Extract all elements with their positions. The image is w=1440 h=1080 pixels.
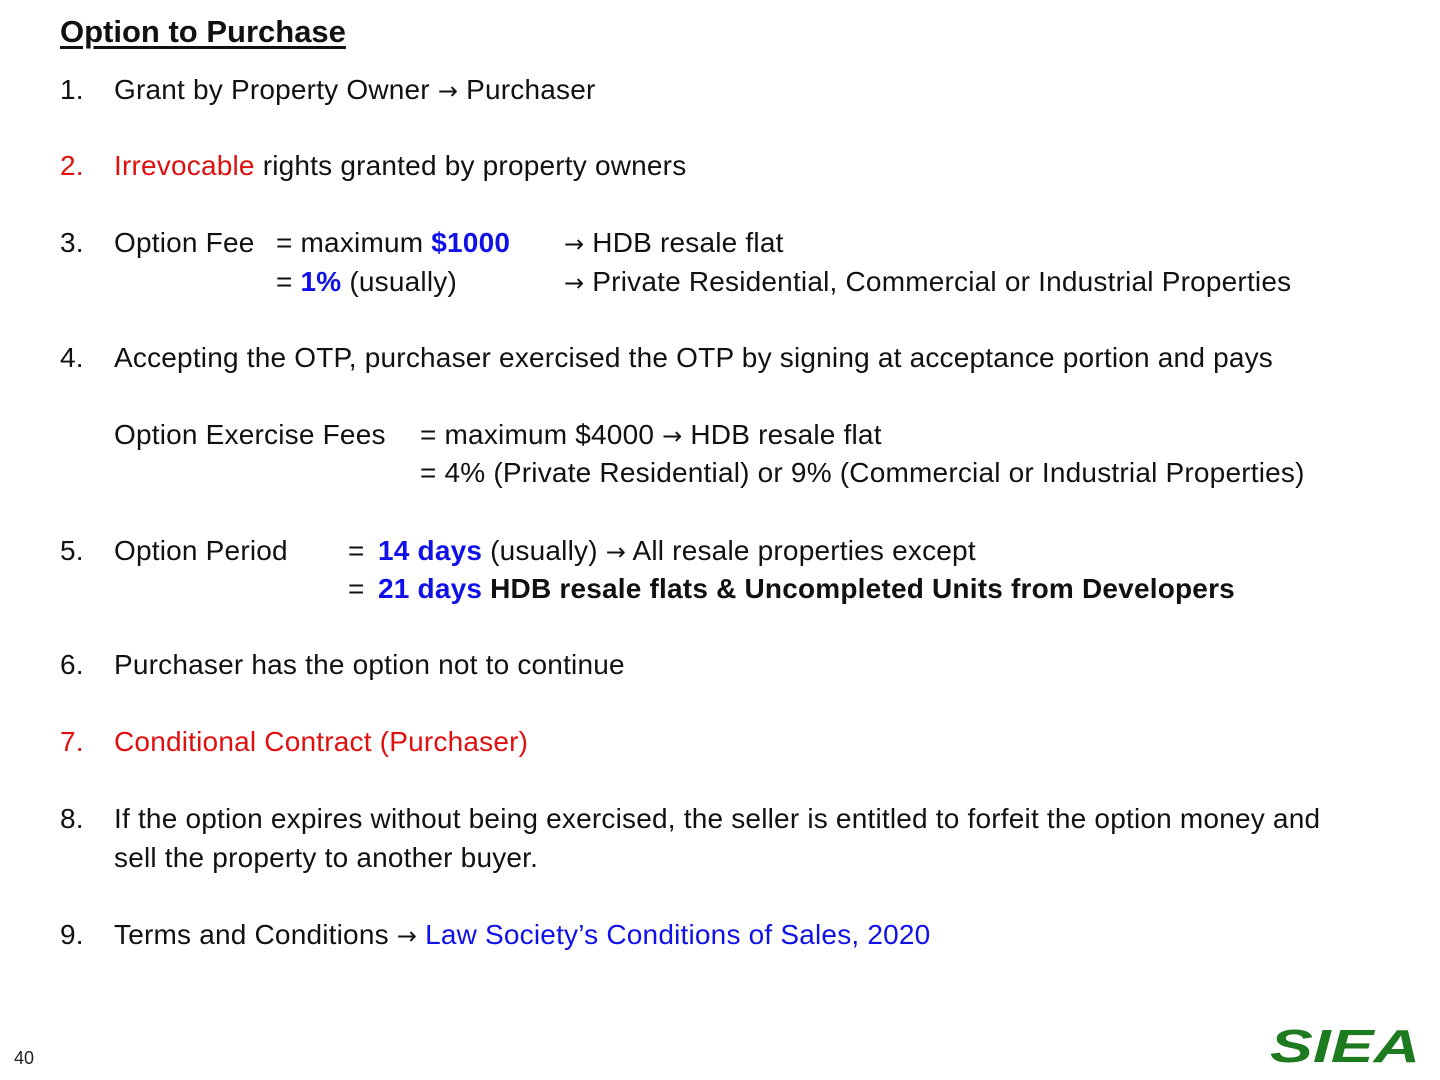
option-fee-max-value: $1000 — [431, 227, 511, 258]
option-period-21-days: 21 days — [378, 573, 483, 604]
option-fee-line-2 — [276, 264, 457, 300]
arrow-right-icon: → — [662, 422, 683, 450]
item-1-object: Purchaser — [466, 74, 596, 105]
law-society-reference: Law Society’s Conditions of Sales, 2020 — [425, 919, 931, 950]
item-2-text — [114, 148, 686, 184]
item-7-number: 7. — [60, 726, 84, 757]
item-4-text: Accepting the OTP, purchaser exercised the OTP by signing at acceptance portion and pays — [114, 342, 1274, 373]
item-1-text — [114, 72, 596, 109]
item-3-number: 3. — [60, 227, 84, 258]
siea-logo — [1266, 1020, 1426, 1068]
item-7-text: Conditional Contract (Purchaser) — [114, 726, 529, 757]
item-9-label: Terms and Conditions — [114, 919, 389, 950]
item-5-number: 5. — [60, 535, 84, 566]
item-9-text — [114, 917, 930, 954]
option-period-usually: (usually) — [482, 535, 598, 566]
arrow-right-icon: → — [396, 922, 418, 950]
option-period-hdb-desc: HDB resale flats & Uncompleted Units from Developers — [490, 573, 1235, 604]
item-2-rest: rights granted by property owners — [254, 150, 687, 181]
item-2-number: 2. — [60, 150, 84, 181]
option-fee-private-desc: Private Residential, Commercial or Industrial Properties — [592, 266, 1292, 297]
option-period-eq-2: = — [348, 573, 365, 604]
option-fee-hdb — [564, 225, 784, 262]
option-fee-hdb-desc: HDB resale flat — [592, 227, 784, 258]
arrow-right-icon: → — [564, 230, 585, 258]
arrow-right-icon: → — [605, 538, 627, 566]
option-exercise-max: = maximum $4000 — [420, 419, 655, 450]
option-period-all-resale: All resale properties except — [632, 535, 976, 566]
item-1-subject: Grant by Property Owner — [114, 74, 430, 105]
siea-logo-text: SIEA — [1270, 1020, 1420, 1068]
option-exercise-hdb-desc: HDB resale flat — [690, 419, 882, 450]
option-period-14-days: 14 days — [378, 535, 483, 566]
option-fee-prefix-2: = — [276, 266, 301, 297]
item-9-number: 9. — [60, 919, 84, 950]
option-period-line-1 — [378, 533, 976, 570]
item-8-line-2: sell the property to another buyer. — [114, 842, 539, 873]
item-6-number: 6. — [60, 649, 84, 680]
option-fee-percent-value: 1% — [300, 266, 342, 297]
option-fee-line-1 — [276, 225, 510, 261]
slide-number: 40 — [14, 1048, 35, 1068]
item-6-text: Purchaser has the option not to continue — [114, 649, 625, 680]
option-period-label: Option Period — [114, 535, 288, 566]
item-1-number: 1. — [60, 74, 84, 105]
option-fee-usually: (usually) — [341, 266, 457, 297]
option-fee-prefix: = maximum — [276, 227, 432, 258]
option-exercise-line-1 — [420, 417, 882, 454]
arrow-right-icon: → — [437, 77, 459, 105]
option-exercise-fees-label: Option Exercise Fees — [114, 419, 386, 450]
option-fee-label: Option Fee — [114, 227, 255, 258]
arrow-right-icon: → — [564, 269, 585, 297]
option-exercise-line-2: = 4% (Private Residential) or 9% (Commercial or Industrial Properties) — [420, 457, 1305, 488]
item-8-line-1: If the option expires without being exercised, the seller is entitled to forfeit the option money and — [114, 803, 1321, 834]
option-period-line-2 — [378, 571, 1235, 607]
option-fee-private — [564, 264, 1291, 301]
option-period-eq-1: = — [348, 535, 365, 566]
irrevocable-term: Irrevocable — [114, 150, 255, 181]
item-4-number: 4. — [60, 342, 84, 373]
slide-title: Option to Purchase — [60, 14, 346, 49]
item-8-number: 8. — [60, 803, 84, 834]
